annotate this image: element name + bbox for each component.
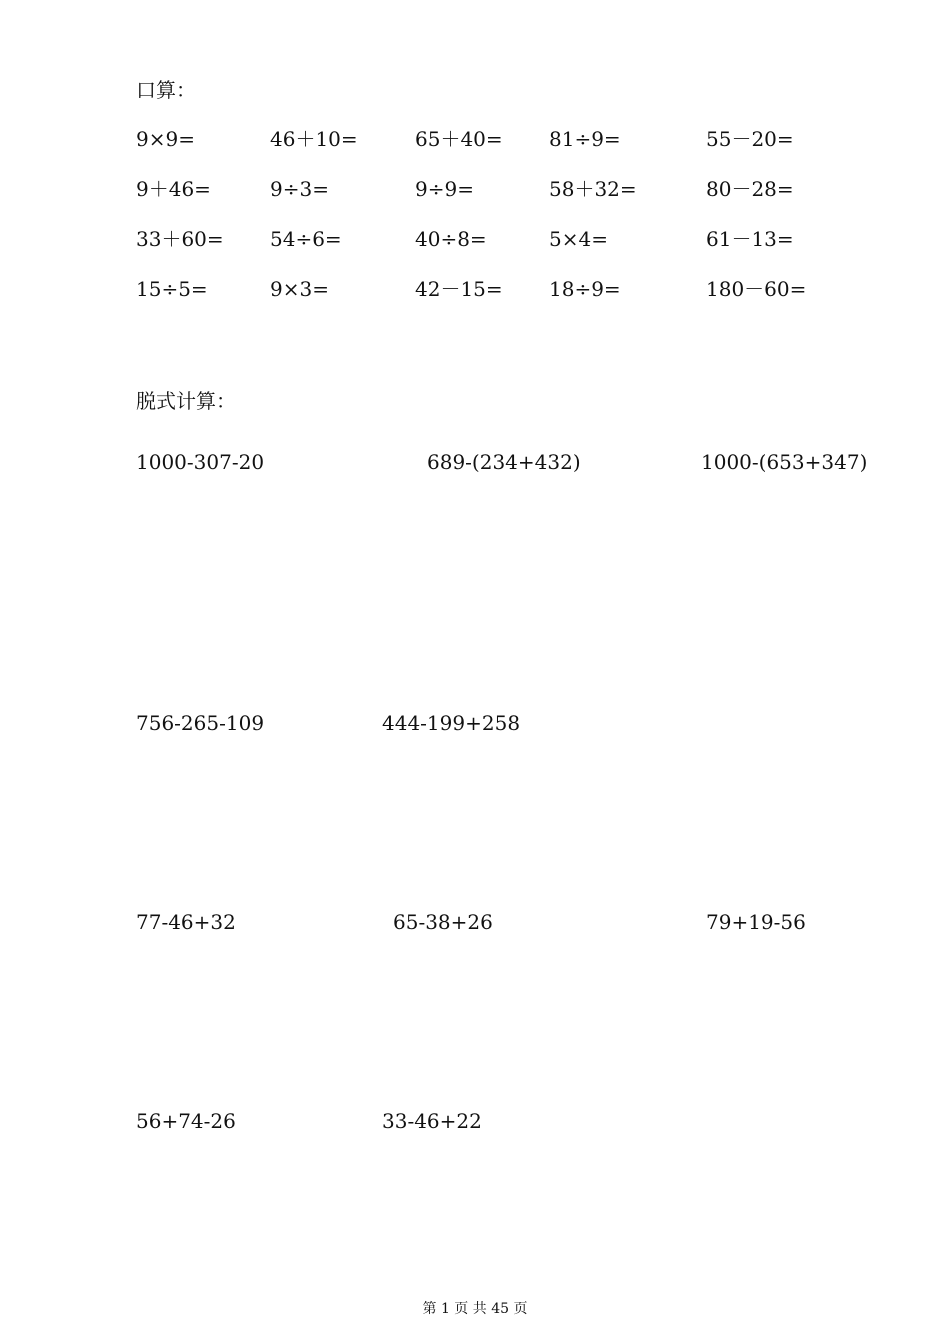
oral-problem: 9＋46= [136, 177, 211, 201]
oral-problem: 61－13= [706, 227, 794, 251]
oral-problem: 58＋32= [549, 177, 637, 201]
stepwise-problem: 1000-(653+347) [701, 450, 868, 474]
oral-problem: 15÷5= [136, 277, 208, 301]
oral-problem: 80－28= [706, 177, 794, 201]
stepwise-problem: 444-199+258 [382, 711, 521, 735]
oral-problem: 9×9= [136, 127, 195, 151]
stepwise-problem: 689-(234+432) [427, 450, 581, 474]
stepwise-problem: 56+74-26 [136, 1109, 236, 1133]
oral-problem: 46＋10= [270, 127, 358, 151]
oral-problem: 54÷6= [270, 227, 342, 251]
oral-problem: 9÷9= [415, 177, 474, 201]
oral-problem: 5×4= [549, 227, 608, 251]
oral-problem: 42－15= [415, 277, 503, 301]
oral-problem: 18÷9= [549, 277, 621, 301]
stepwise-problem: 77-46+32 [136, 910, 236, 934]
stepwise-problem: 79+19-56 [706, 910, 806, 934]
stepwise-heading: 脱式计算： [136, 389, 236, 413]
page-number-footer: 第 1 页 共 45 页 [422, 1301, 528, 1317]
oral-heading: 口算： [136, 78, 196, 102]
oral-problem: 55－20= [706, 127, 794, 151]
oral-problem: 65＋40= [415, 127, 503, 151]
stepwise-problem: 1000-307-20 [136, 450, 265, 474]
oral-problem: 81÷9= [549, 127, 621, 151]
stepwise-problem: 33-46+22 [382, 1109, 482, 1133]
oral-problem: 40÷8= [415, 227, 487, 251]
oral-problem: 180－60= [706, 277, 807, 301]
oral-problem: 9×3= [270, 277, 329, 301]
oral-problem: 9÷3= [270, 177, 329, 201]
oral-problem: 33＋60= [136, 227, 224, 251]
stepwise-problem: 756-265-109 [136, 711, 265, 735]
stepwise-problem: 65-38+26 [393, 910, 493, 934]
